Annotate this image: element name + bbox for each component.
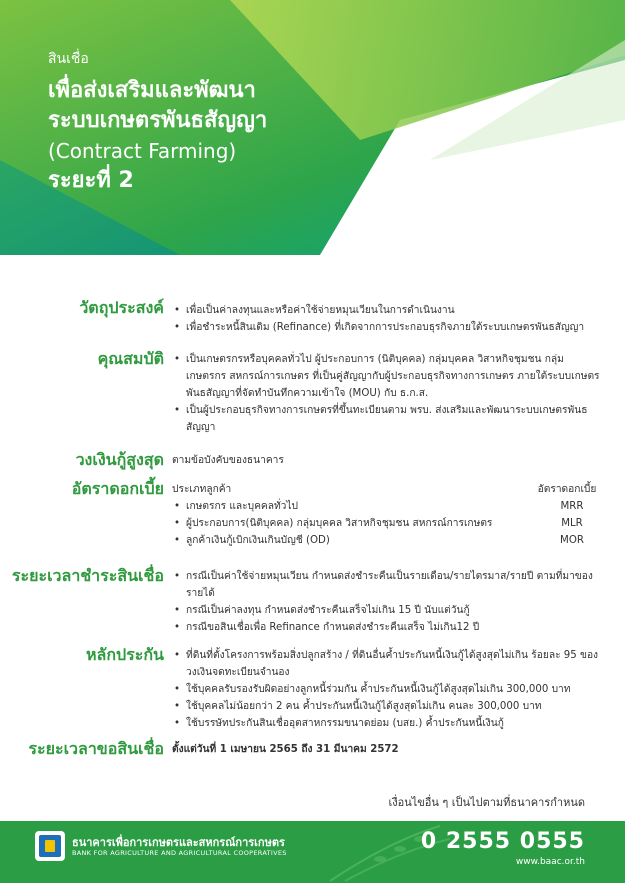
contact-phone[interactable]: 0 2555 0555 [420,829,585,854]
objective-label: วัตถุประสงค์ [79,298,164,317]
footer-bar [0,821,625,883]
qualification-label: คุณสมบัติ [97,349,164,368]
collateral-item: • ที่ดินที่ตั้งโครงการพร้อมสิ่งปลูกสร้าง / ที่ดินอื่นค้ำประกันหนี้เงินกู้ได้สูงสุดไม่เกิน ร้อยละ 95 ของวงเงินจดทะเบียนจำนอง [172,647,602,681]
max-loan-text: ตามข้อบังคับของธนาคาร [172,455,284,466]
qualification-item: • เป็นเกษตรกรหรือบุคคลทั่วไป ผู้ประกอบการ (นิติบุคคล) กลุ่มบุคคล วิสาหกิจชุมชน กลุ่มเกษตรกร สหกรณ์การเกษตร ที่เป็นคู่สัญญากับผู้ประกอบธุรกิจทางการเกษตร ภายใต้ระบบเกษตรพันธสัญญาที่จัดทำบันทึกความเข้าใจ (MOU) กับ ธ.ก.ส. [172,351,602,402]
collateral-item: • ใช้บรรษัทประกันสินเชื่ออุตสาหกรรมขนาดย่อม (บสย.) ค้ำประกันหนี้เงินกู้ [172,715,602,732]
interest-header [172,481,602,498]
hero-line-4: ระยะที่ 2 [48,168,134,193]
bank-name-english: BANK FOR AGRICULTURE AND AGRICULTURAL COOPERATIVES [72,849,287,857]
repayment-label: ระยะเวลาชำระสินเชื่อ [11,566,164,585]
hero-prefix: สินเชื่อ [48,51,89,67]
repayment-item: • กรณีขอสินเชื่อเพื่อ Refinance กำหนดส่งชำระคืนเสร็จ ไม่เกิน12 ปี [172,619,602,636]
interest-row-rate: MRR [560,501,584,512]
hero-title-block [48,48,267,196]
interest-label: อัตราดอกเบี้ย [71,479,164,498]
baac-logo [35,831,65,861]
bank-name-thai: ธนาคารเพื่อการเกษตรและสหกรณ์การเกษตร [72,836,285,849]
interest-row-type: • ผู้ประกอบการ(นิติบุคคล) กลุ่มบุคคล วิสาหกิจชุมชน สหกรณ์การเกษตร [186,518,493,529]
hero-line-1: เพื่อส่งเสริมและพัฒนา [48,78,256,103]
interest-list [172,498,602,549]
objective-list [172,302,602,336]
interest-row-rate: MLR [561,518,583,529]
interest-row [172,515,602,532]
hero-line-2: ระบบเกษตรพันธสัญญา [48,108,268,133]
hero-line-3: (Contract Farming) [48,139,237,163]
collateral-item: • ใช้บุคคลรับรองรับผิดอย่างลูกหนี้ร่วมกัน ค้ำประกันหนี้เงินกู้ได้สูงสุดไม่เกิน 300,000 บาท [172,681,602,698]
repayment-item: • กรณีเป็นค่าลงทุน กำหนดส่งชำระคืนเสร็จไม่เกิน 15 ปี นับแต่วันกู้ [172,602,602,619]
max-loan-label: วงเงินกู้สูงสุด [75,450,164,469]
period-text: ตั้งแต่วันที่ 1 เมษายน 2565 ถึง 31 มีนาคม 2572 [172,744,399,755]
interest-row [172,532,602,549]
terms-note: เงื่อนไขอื่น ๆ เป็นไปตามที่ธนาคารกำหนด [388,796,585,809]
collateral-list [172,647,602,732]
interest-row-type: • เกษตรกร และบุคคลทั่วไป [186,501,298,512]
interest-row-type: • ลูกค้าเงินกู้เบิกเงินเกินบัญชี (OD) [186,535,330,546]
interest-header-type: ประเภทลูกค้า [172,484,232,495]
period-label: ระยะเวลาขอสินเชื่อ [28,739,164,758]
collateral-item: • ใช้บุคคลไม่น้อยกว่า 2 คน ค้ำประกันหนี้เงินกู้ได้สูงสุดไม่เกิน คนละ 300,000 บาท [172,698,602,715]
website-link[interactable]: www.baac.or.th [515,857,585,867]
objective-item: • เพื่อชำระหนี้สินเดิม (Refinance) ที่เกิดจากการประกอบธุรกิจภายใต้ระบบเกษตรพันธสัญญา [172,319,602,336]
interest-row-rate: MOR [560,535,584,546]
header-banner [0,0,625,255]
interest-header-rate: อัตราดอกเบี้ย [537,484,597,495]
collateral-label: หลักประกัน [85,645,164,664]
repayment-item: • กรณีเป็นค่าใช้จ่ายหมุนเวียน กำหนดส่งชำระคืนเป็นรายเดือน/รายไตรมาส/รายปี ตามที่มาของรายได้ [172,568,602,602]
qualification-item: • เป็นผู้ประกอบธุรกิจทางการเกษตรที่ขึ้นทะเบียนตาม พรบ. ส่งเสริมและพัฒนาระบบเกษตรพันธสัญญา [172,402,602,436]
qualification-list [172,351,602,436]
interest-row [172,498,602,515]
objective-item: • เพื่อเป็นค่าลงทุนและหรือค่าใช้จ่ายหมุนเวียนในการดำเนินงาน [172,302,602,319]
repayment-list [172,568,602,636]
